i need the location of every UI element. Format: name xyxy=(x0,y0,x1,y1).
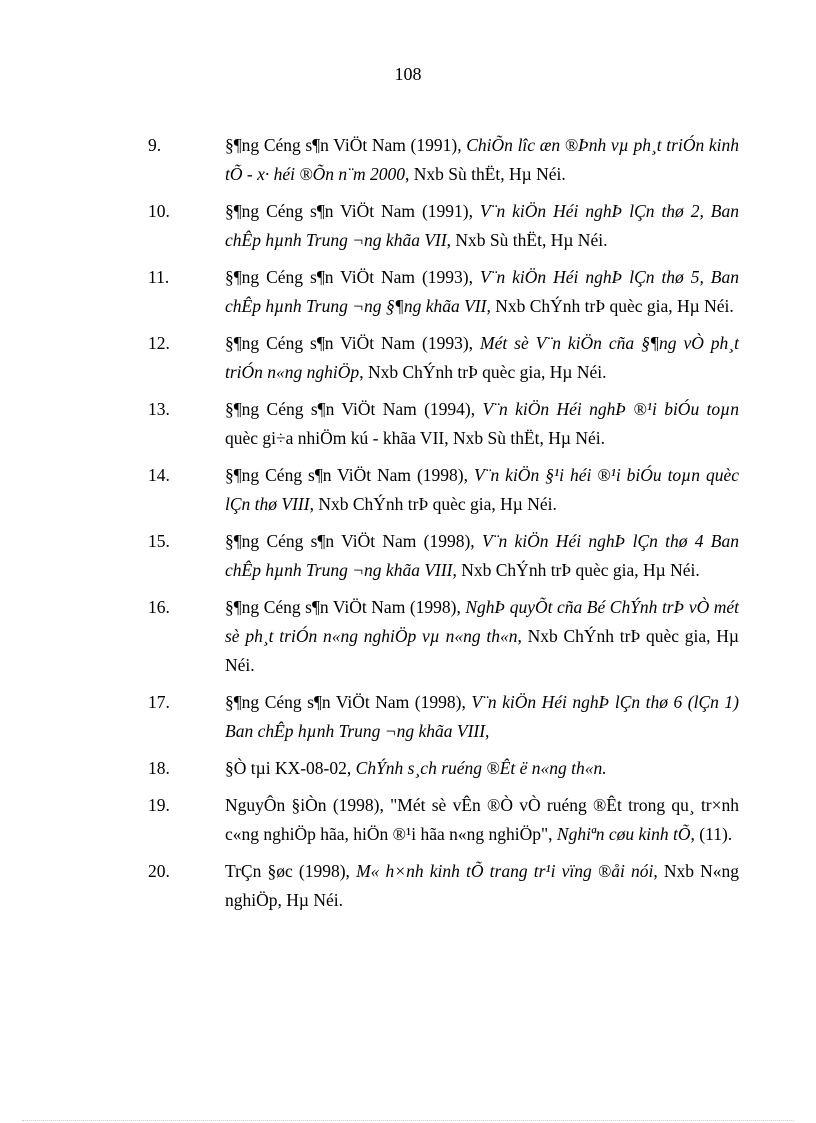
reference-author: §¶ng Céng s¶n ViÖt Nam (1991), xyxy=(225,135,467,155)
reference-author: §Ò tµi KX-08-02, xyxy=(225,758,356,778)
reference-item xyxy=(148,131,739,189)
reference-title: V¨n kiÖn Héi nghÞ lÇn thø 2, Ban chÊp hµnh Trung ¬ng khãa VII xyxy=(225,201,740,250)
reference-publisher: , Nxb ChÝnh trÞ quèc gia, Hµ Néi. xyxy=(225,626,739,675)
reference-title: Nghiªn cøu kinh tÕ xyxy=(556,824,691,844)
reference-item xyxy=(148,593,739,680)
reference-number: 17. xyxy=(148,692,170,712)
reference-item xyxy=(148,395,739,453)
reference-number: 9. xyxy=(148,135,162,155)
reference-author: TrÇn §øc (1998), xyxy=(225,861,357,881)
reference-title: V¨n kiÖn Héi nghÞ lÇn thø 5, Ban chÊp hµnh Trung ¬ng §¶ng khãa VII, xyxy=(225,267,740,316)
reference-author: §¶ng Céng s¶n ViÖt Nam (1998), xyxy=(225,692,472,712)
reference-author: §¶ng Céng s¶n ViÖt Nam (1998), xyxy=(225,597,466,617)
reference-title: NghÞ quyÕt cña Bé ChÝnh trÞ vÒ mét sè ph¸t triÓn n«ng nghiÖp vµ n«ng th«n xyxy=(225,597,740,646)
reference-publisher: , Nxb ChÝnh trÞ quèc gia, Hµ Néi. xyxy=(452,560,700,580)
reference-number: 10. xyxy=(148,201,170,221)
reference-title: V¨n kiÖn Héi nghÞ lÇn thø 6 (lÇn 1) Ban chÊp hµnh Trung ¬ng khãa VIII, xyxy=(225,692,739,741)
reference-item xyxy=(148,263,739,321)
reference-item xyxy=(148,527,739,585)
reference-title: V¨n kiÖn §¹i héi ®¹i biÓu toµn quèc lÇn thø VIII xyxy=(225,465,739,514)
reference-publisher: quèc gi÷a nhiÖm kú - khãa VII, Nxb Sù thËt, Hµ Néi. xyxy=(225,428,605,448)
reference-item xyxy=(148,754,739,783)
reference-author: §¶ng Céng s¶n ViÖt Nam (1998), xyxy=(225,531,482,551)
reference-publisher: , (11). xyxy=(690,824,733,844)
reference-number: 20. xyxy=(148,861,170,881)
reference-publisher: , Nxb ChÝnh trÞ quèc gia, Hµ Néi. xyxy=(309,494,557,514)
reference-title: V¨n kiÖn Héi nghÞ ®¹i biÓu toµn xyxy=(482,399,740,419)
reference-item xyxy=(148,197,739,255)
reference-title: ChiÕn lîc æn ®Þnh vµ ph¸t triÓn kinh tÕ - x· héi ®Õn n¨m 2000 xyxy=(225,135,739,184)
reference-item xyxy=(148,461,739,519)
reference-author: §¶ng Céng s¶n ViÖt Nam (1998), xyxy=(225,465,474,485)
reference-publisher: , Nxb N«ng nghiÖp, Hµ Néi. xyxy=(225,861,740,910)
reference-number: 12. xyxy=(148,333,170,353)
reference-number: 13. xyxy=(148,399,170,419)
reference-publisher: , Nxb ChÝnh trÞ quèc gia, Hµ Néi. xyxy=(359,362,607,382)
reference-item xyxy=(148,329,739,387)
reference-number: 11. xyxy=(148,267,170,287)
reference-number: 15. xyxy=(148,531,170,551)
reference-publisher: , Nxb Sù thËt, Hµ Néi. xyxy=(405,164,566,184)
reference-title: M« h×nh kinh tÕ trang tr¹i vïng ®åi nói xyxy=(356,861,654,881)
reference-author: §¶ng Céng s¶n ViÖt Nam (1991), xyxy=(225,201,480,221)
reference-author: §¶ng Céng s¶n ViÖt Nam (1993), xyxy=(225,333,480,353)
reference-item xyxy=(148,857,739,915)
page-number: 108 xyxy=(394,64,422,84)
reference-item xyxy=(148,688,739,746)
reference-publisher: Nxb ChÝnh trÞ quèc gia, Hµ Néi. xyxy=(490,296,734,316)
reference-list xyxy=(148,131,739,923)
reference-author: NguyÔn §iÒn (1998), "Mét sè vÊn ®Ò vÒ ruéng ®Êt trong qu¸ tr×nh c«ng nghiÖp hãa, hiÖn ®¹i hãa n«ng nghiÖp", xyxy=(225,795,739,844)
reference-number: 16. xyxy=(148,597,170,617)
reference-number: 14. xyxy=(148,465,170,485)
reference-title: Mét sè V¨n kiÖn cña §¶ng vÒ ph¸t triÓn n«ng nghiÖp xyxy=(225,333,739,382)
reference-number: 18. xyxy=(148,758,170,778)
reference-number: 19. xyxy=(148,795,170,815)
reference-title: V¨n kiÖn Héi nghÞ lÇn thø 4 Ban chÊp hµnh Trung ¬ng khãa VIII xyxy=(225,531,739,580)
reference-item xyxy=(148,791,739,849)
page-bottom-divider xyxy=(22,1120,794,1121)
reference-title: ChÝnh s¸ch ruéng ®Êt ë n«ng th«n. xyxy=(355,758,607,778)
reference-author: §¶ng Céng s¶n ViÖt Nam (1993), xyxy=(225,267,480,287)
reference-publisher: , Nxb Sù thËt, Hµ Néi. xyxy=(446,230,608,250)
reference-author: §¶ng Céng s¶n ViÖt Nam (1994), xyxy=(225,399,483,419)
